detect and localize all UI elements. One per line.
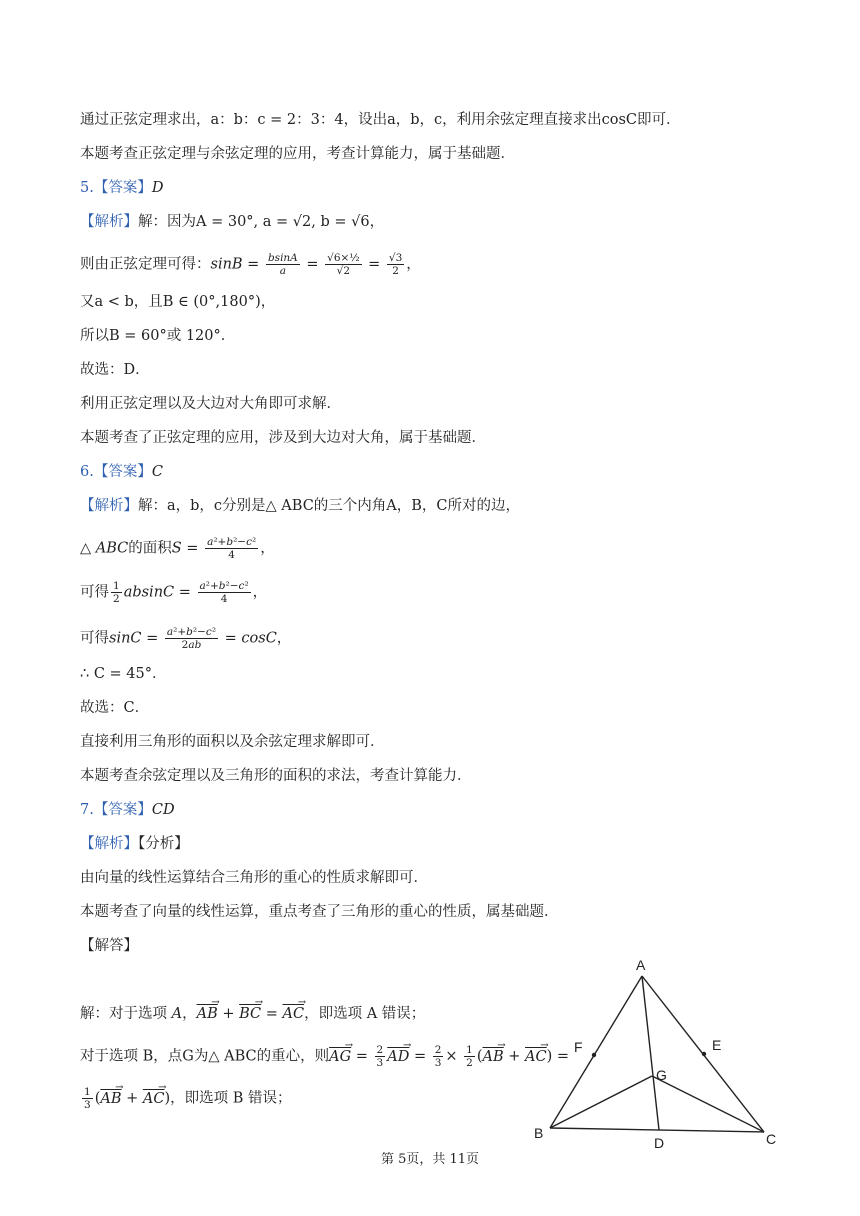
text-segment: ，即选项 A 错误； [304,1006,426,1022]
formula-line: 对于选项 B，点G为△ ABC的重心，则→ AG = $\frac{2}{3}$ → AD = $\frac{2}{3}$ × $\frac{1}{2}$ (→ AB + → AC) = [80,1044,569,1069]
vertex-label-a: A [636,957,646,973]
text-segment: 则由正弦定理可得： [80,256,211,273]
text-line: 故选：C． [80,700,150,716]
analysis-sub-label: 【分析】 [138,836,189,852]
formula-line: $\frac{1}{3}$ (→ AB + → AC)，即选项 B 错误； [80,1086,292,1111]
formula-line: 可得 $\frac{1}{2}$ absinC = $\frac{\text{a²+b²−c²}}{4}$ ， [80,580,268,605]
page-footer: 第 5页，共 11页 [380,1152,480,1167]
text-segment: 对于选项 B，点G为△ ABC的重心，则 [80,1048,330,1065]
point-f-dot [592,1053,596,1057]
text-line: 所以B = 60°或 120°． [80,328,236,344]
answer-value: D [151,180,164,196]
text-line: 本题考查正弦定理与余弦定理的应用，考查计算能力，属于基础题． [80,146,515,162]
text-segment: ，即选项 B 错误； [170,1090,292,1107]
solution-label: 【解答】 [80,938,138,954]
answer-heading-5 [80,178,163,198]
analysis-label: 【解析】 [80,498,138,514]
triangle-diagram [520,950,790,1155]
text-segment: 解：a，b，c分别是△ ABC的三个内角A，B，C所对的边， [138,498,521,514]
text-line: 又a < b，且B ∈ (0°,180°)， [80,294,276,310]
solution-line [80,212,384,232]
answer-heading-6 [80,462,163,482]
point-label-d: D [654,1135,665,1151]
text-line: 故选：D． [80,362,150,378]
answer-value: C [151,464,163,480]
answer-label: 5.【答案】 [80,180,152,196]
solution-line [80,496,520,516]
analysis-label: 【解析】 [80,836,138,852]
point-e-dot [702,1052,706,1056]
text-line: 本题考查余弦定理以及三角形的面积的求法，考查计算能力． [80,768,472,784]
vertex-label-c: C [766,1131,777,1147]
text-line: 直接利用三角形的面积以及余弦定理求解即可． [80,734,385,750]
vertex-label-b: B [534,1125,544,1141]
answer-value: CD [151,802,175,818]
text-line: 本题考查了正弦定理的应用，涉及到大边对大角，属于基础题． [80,430,486,446]
text-line: 通过正弦定理求出，a：b：c = 2：3：4，设出a，b，c，利用余弦定理直接求出cosC即可． [80,112,681,128]
answer-heading-7 [80,800,175,820]
text-line: 本题考查了向量的线性运算，重点考查了三角形的重心的性质，属基础题． [80,904,559,920]
point-label-e: E [712,1037,722,1053]
formula-line: 解：对于选项 A，→ AB + → BC = → AC，即选项 A 错误； [80,1004,425,1024]
analysis-label: 【解析】 [80,214,138,230]
formula-line: △ ABC的面积S = $\frac{\text{a²+b²−c²}}{4}$ ， [80,536,275,561]
text-segment: 解：因为A = 30°, a = √2, b = √6， [138,214,385,230]
text-line: 利用正弦定理以及大边对大角即可求解． [80,396,341,412]
formula-line: 则由正弦定理可得：sinB = $\frac{bsinA}{a}$ = $\frac{\text{√6×½}}{√2}$ = $\frac{√3}{2}$ ， [80,252,421,277]
answer-label: 6.【答案】 [80,464,152,480]
solution-line [80,834,189,854]
point-label-g: G [656,1067,667,1083]
text-line: ∴ C = 45°． [80,666,167,682]
formula-line: 可得sinC = $\frac{\text{a²+b²−c²}}{2ab}$ = cosC， [80,626,292,651]
point-label-f: F [574,1039,583,1055]
text-line: 由向量的线性运算结合三角形的重心的性质求解即可． [80,870,428,886]
answer-label: 7.【答案】 [80,802,152,818]
